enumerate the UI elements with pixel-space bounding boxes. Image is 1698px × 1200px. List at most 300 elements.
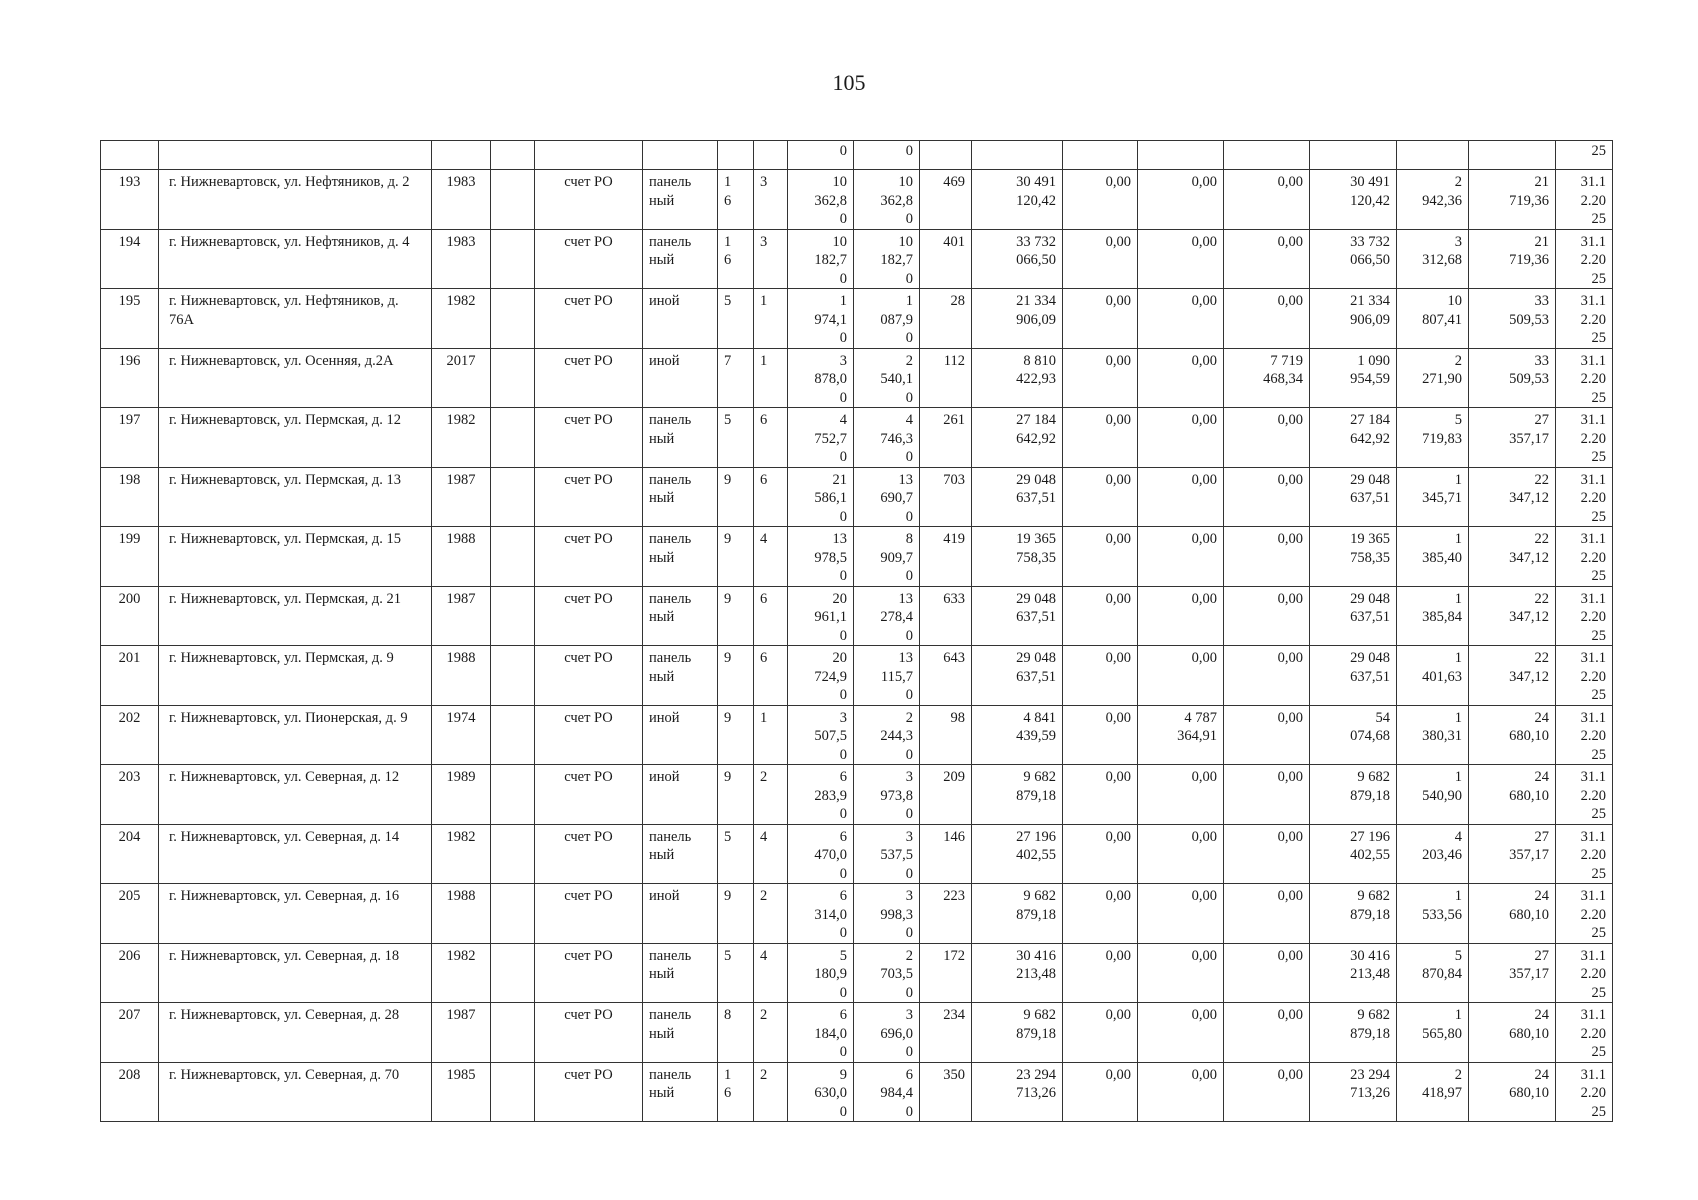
entrances-cell: 4 [754, 943, 788, 1003]
year-built-cell: 1988 [432, 884, 491, 944]
table-row [101, 527, 1613, 587]
fund-account-cell: счет РО [535, 943, 643, 1003]
row-number-cell: 194 [101, 229, 159, 289]
living-area-cell: 2 540,1 0 [854, 348, 920, 408]
unit-cost-cell: 1 345,71 [1397, 467, 1469, 527]
year-built-cell: 1983 [432, 170, 491, 230]
funds-federal-cell: 0,00 [1063, 1003, 1138, 1063]
continued-row [101, 141, 1613, 170]
address-cell: г. Нижневартовск, ул. Северная, д. 18 [159, 943, 432, 1003]
entrances-cell: 6 [754, 586, 788, 646]
living-area-cell: 6 984,4 0 [854, 1062, 920, 1122]
funds-local-cell: 0,00 [1224, 765, 1310, 825]
address-cell: г. Нижневартовск, ул. Северная, д. 28 [159, 1003, 432, 1063]
entrances-cell: 2 [754, 765, 788, 825]
funds-local-cell: 0,00 [1224, 289, 1310, 349]
empty-cell [491, 765, 535, 825]
entrances-cell: 6 [754, 467, 788, 527]
funds-regional-cell: 0,00 [1138, 646, 1224, 706]
funds-regional-cell: 0,00 [1138, 289, 1224, 349]
cost-total-cell: 27 184 642,92 [972, 408, 1063, 468]
unit-cost-cell: 1 533,56 [1397, 884, 1469, 944]
funds-federal-cell: 0,00 [1063, 943, 1138, 1003]
address-cell: г. Нижневартовск, ул. Северная, д. 12 [159, 765, 432, 825]
residents-cell: 98 [920, 705, 972, 765]
empty-cell [491, 229, 535, 289]
table-row [101, 467, 1613, 527]
storeys-cell: 9 [718, 467, 754, 527]
funds-local-cell: 0,00 [1224, 646, 1310, 706]
total-area-cell: 10 362,8 0 [788, 170, 854, 230]
funds-owners-cell: 9 682 879,18 [1310, 1003, 1397, 1063]
unit-cost-cell: 1 540,90 [1397, 765, 1469, 825]
funds-regional-cell: 0,00 [1138, 824, 1224, 884]
living-area-cell: 10 182,7 0 [854, 229, 920, 289]
address-cell: г. Нижневартовск, ул. Нефтяников, д. 4 [159, 229, 432, 289]
cost-total-cell: 9 682 879,18 [972, 884, 1063, 944]
funds-regional-cell: 0,00 [1138, 1062, 1224, 1122]
cost-total-cell: 9 682 879,18 [972, 1003, 1063, 1063]
entrances-cell: 1 [754, 705, 788, 765]
total-area-cell: 20 961,1 0 [788, 586, 854, 646]
unit-cost-cell: 1 385,40 [1397, 527, 1469, 587]
completion-date-cell: 31.1 2.20 25 [1556, 1062, 1613, 1122]
funds-federal-cell: 0,00 [1063, 586, 1138, 646]
fund-account-cell: счет РО [535, 1003, 643, 1063]
address-cell: г. Нижневартовск, ул. Нефтяников, д. 2 [159, 170, 432, 230]
year-built-cell: 1987 [432, 586, 491, 646]
entrances-cell: 3 [754, 170, 788, 230]
residents-cell: 261 [920, 408, 972, 468]
wall-material-cell: панель ный [643, 467, 718, 527]
storeys-cell: 1 6 [718, 170, 754, 230]
residents-cell: 401 [920, 229, 972, 289]
table-row [101, 586, 1613, 646]
residents-cell: 209 [920, 765, 972, 825]
funds-federal-cell: 0,00 [1063, 289, 1138, 349]
funds-owners-cell: 23 294 713,26 [1310, 1062, 1397, 1122]
table-row [101, 1003, 1613, 1063]
wall-material-cell: панель ный [643, 527, 718, 587]
funds-federal-cell: 0,00 [1063, 229, 1138, 289]
cost-total-cell: 29 048 637,51 [972, 646, 1063, 706]
row-number-cell: 193 [101, 170, 159, 230]
completion-date-cell: 31.1 2.20 25 [1556, 289, 1613, 349]
living-area-cell: 13 115,7 0 [854, 646, 920, 706]
funds-owners-cell: 29 048 637,51 [1310, 586, 1397, 646]
total-area-cell: 10 182,7 0 [788, 229, 854, 289]
unit-cost-cell: 4 203,46 [1397, 824, 1469, 884]
empty-cell [491, 586, 535, 646]
total-area-cell: 5 180,9 0 [788, 943, 854, 1003]
cell: 0 [788, 141, 854, 170]
cost-total-cell: 21 334 906,09 [972, 289, 1063, 349]
funds-local-cell: 7 719 468,34 [1224, 348, 1310, 408]
year-built-cell: 1974 [432, 705, 491, 765]
total-area-cell: 3 507,5 0 [788, 705, 854, 765]
fund-account-cell: счет РО [535, 229, 643, 289]
address-cell: г. Нижневартовск, ул. Осенняя, д.2А [159, 348, 432, 408]
unit-cost-cell: 3 312,68 [1397, 229, 1469, 289]
storeys-cell: 9 [718, 765, 754, 825]
row-number-cell: 202 [101, 705, 159, 765]
residents-cell: 112 [920, 348, 972, 408]
address-cell: г. Нижневартовск, ул. Нефтяников, д. 76А [159, 289, 432, 349]
housing-register-table [100, 140, 1613, 1122]
funds-regional-cell: 0,00 [1138, 348, 1224, 408]
cell: 25 [1556, 141, 1613, 170]
cost-total-cell: 8 810 422,93 [972, 348, 1063, 408]
wall-material-cell: иной [643, 765, 718, 825]
living-area-cell: 1 087,9 0 [854, 289, 920, 349]
total-area-cell: 3 878,0 0 [788, 348, 854, 408]
wall-material-cell: панель ный [643, 586, 718, 646]
funds-federal-cell: 0,00 [1063, 824, 1138, 884]
max-unit-cost-cell: 24 680,10 [1469, 705, 1556, 765]
completion-date-cell: 31.1 2.20 25 [1556, 943, 1613, 1003]
funds-federal-cell: 0,00 [1063, 170, 1138, 230]
page-number: 105 [832, 70, 866, 95]
entrances-cell: 2 [754, 884, 788, 944]
funds-regional-cell: 0,00 [1138, 467, 1224, 527]
storeys-cell: 7 [718, 348, 754, 408]
unit-cost-cell: 1 385,84 [1397, 586, 1469, 646]
funds-regional-cell: 0,00 [1138, 527, 1224, 587]
row-number-cell: 206 [101, 943, 159, 1003]
fund-account-cell: счет РО [535, 170, 643, 230]
living-area-cell: 3 537,5 0 [854, 824, 920, 884]
max-unit-cost-cell: 24 680,10 [1469, 765, 1556, 825]
funds-local-cell: 0,00 [1224, 1062, 1310, 1122]
entrances-cell: 2 [754, 1003, 788, 1063]
row-number-cell: 197 [101, 408, 159, 468]
address-cell: г. Нижневартовск, ул. Пермская, д. 12 [159, 408, 432, 468]
funds-federal-cell: 0,00 [1063, 1062, 1138, 1122]
funds-regional-cell: 0,00 [1138, 229, 1224, 289]
empty-cell [491, 467, 535, 527]
living-area-cell: 3 973,8 0 [854, 765, 920, 825]
empty-cell [491, 884, 535, 944]
funds-federal-cell: 0,00 [1063, 467, 1138, 527]
residents-cell: 703 [920, 467, 972, 527]
table-row [101, 170, 1613, 230]
funds-owners-cell: 54 074,68 [1310, 705, 1397, 765]
completion-date-cell: 31.1 2.20 25 [1556, 408, 1613, 468]
funds-federal-cell: 0,00 [1063, 765, 1138, 825]
wall-material-cell: панель ный [643, 646, 718, 706]
completion-date-cell: 31.1 2.20 25 [1556, 170, 1613, 230]
cost-total-cell: 9 682 879,18 [972, 765, 1063, 825]
year-built-cell: 1989 [432, 765, 491, 825]
completion-date-cell: 31.1 2.20 25 [1556, 229, 1613, 289]
funds-regional-cell: 0,00 [1138, 765, 1224, 825]
row-number-cell: 199 [101, 527, 159, 587]
empty-cell [491, 1062, 535, 1122]
residents-cell: 419 [920, 527, 972, 587]
address-cell: г. Нижневартовск, ул. Северная, д. 16 [159, 884, 432, 944]
address-cell: г. Нижневартовск, ул. Северная, д. 14 [159, 824, 432, 884]
funds-federal-cell: 0,00 [1063, 705, 1138, 765]
funds-local-cell: 0,00 [1224, 884, 1310, 944]
row-number-cell: 196 [101, 348, 159, 408]
funds-local-cell: 0,00 [1224, 943, 1310, 1003]
total-area-cell: 21 586,1 0 [788, 467, 854, 527]
entrances-cell: 4 [754, 527, 788, 587]
total-area-cell: 13 978,5 0 [788, 527, 854, 587]
max-unit-cost-cell: 24 680,10 [1469, 884, 1556, 944]
year-built-cell: 1982 [432, 408, 491, 468]
funds-local-cell: 0,00 [1224, 705, 1310, 765]
funds-owners-cell: 29 048 637,51 [1310, 646, 1397, 706]
unit-cost-cell: 5 719,83 [1397, 408, 1469, 468]
fund-account-cell: счет РО [535, 408, 643, 468]
funds-owners-cell: 9 682 879,18 [1310, 765, 1397, 825]
wall-material-cell: панель ный [643, 824, 718, 884]
residents-cell: 146 [920, 824, 972, 884]
completion-date-cell: 31.1 2.20 25 [1556, 348, 1613, 408]
fund-account-cell: счет РО [535, 289, 643, 349]
funds-local-cell: 0,00 [1224, 170, 1310, 230]
row-number-cell: 203 [101, 765, 159, 825]
storeys-cell: 5 [718, 824, 754, 884]
year-built-cell: 1985 [432, 1062, 491, 1122]
entrances-cell: 3 [754, 229, 788, 289]
empty-cell [491, 646, 535, 706]
storeys-cell: 9 [718, 586, 754, 646]
residents-cell: 172 [920, 943, 972, 1003]
unit-cost-cell: 2 942,36 [1397, 170, 1469, 230]
row-number-cell: 200 [101, 586, 159, 646]
residents-cell: 469 [920, 170, 972, 230]
completion-date-cell: 31.1 2.20 25 [1556, 705, 1613, 765]
residents-cell: 28 [920, 289, 972, 349]
storeys-cell: 9 [718, 884, 754, 944]
max-unit-cost-cell: 21 719,36 [1469, 170, 1556, 230]
year-built-cell: 1982 [432, 289, 491, 349]
entrances-cell: 2 [754, 1062, 788, 1122]
living-area-cell: 3 998,3 0 [854, 884, 920, 944]
wall-material-cell: иной [643, 705, 718, 765]
cost-total-cell: 30 491 120,42 [972, 170, 1063, 230]
funds-owners-cell: 27 184 642,92 [1310, 408, 1397, 468]
address-cell: г. Нижневартовск, ул. Пермская, д. 9 [159, 646, 432, 706]
living-area-cell: 13 278,4 0 [854, 586, 920, 646]
cost-total-cell: 30 416 213,48 [972, 943, 1063, 1003]
cost-total-cell: 29 048 637,51 [972, 586, 1063, 646]
max-unit-cost-cell: 24 680,10 [1469, 1062, 1556, 1122]
wall-material-cell: панель ный [643, 1003, 718, 1063]
wall-material-cell: иной [643, 348, 718, 408]
unit-cost-cell: 2 418,97 [1397, 1062, 1469, 1122]
wall-material-cell: панель ный [643, 229, 718, 289]
cost-total-cell: 23 294 713,26 [972, 1062, 1063, 1122]
max-unit-cost-cell: 22 347,12 [1469, 586, 1556, 646]
max-unit-cost-cell: 27 357,17 [1469, 943, 1556, 1003]
total-area-cell: 9 630,0 0 [788, 1062, 854, 1122]
row-number-cell: 204 [101, 824, 159, 884]
living-area-cell: 3 696,0 0 [854, 1003, 920, 1063]
max-unit-cost-cell: 24 680,10 [1469, 1003, 1556, 1063]
living-area-cell: 2 244,3 0 [854, 705, 920, 765]
empty-cell [491, 527, 535, 587]
residents-cell: 223 [920, 884, 972, 944]
fund-account-cell: счет РО [535, 884, 643, 944]
funds-local-cell: 0,00 [1224, 586, 1310, 646]
fund-account-cell: счет РО [535, 348, 643, 408]
funds-owners-cell: 21 334 906,09 [1310, 289, 1397, 349]
funds-owners-cell: 29 048 637,51 [1310, 467, 1397, 527]
cost-total-cell: 29 048 637,51 [972, 467, 1063, 527]
row-number-cell: 198 [101, 467, 159, 527]
entrances-cell: 6 [754, 646, 788, 706]
completion-date-cell: 31.1 2.20 25 [1556, 467, 1613, 527]
storeys-cell: 1 6 [718, 229, 754, 289]
residents-cell: 234 [920, 1003, 972, 1063]
funds-regional-cell: 0,00 [1138, 408, 1224, 468]
empty-cell [491, 943, 535, 1003]
funds-local-cell: 0,00 [1224, 408, 1310, 468]
living-area-cell: 4 746,3 0 [854, 408, 920, 468]
wall-material-cell: иной [643, 884, 718, 944]
funds-local-cell: 0,00 [1224, 527, 1310, 587]
row-number-cell: 207 [101, 1003, 159, 1063]
living-area-cell: 13 690,7 0 [854, 467, 920, 527]
funds-owners-cell: 30 491 120,42 [1310, 170, 1397, 230]
funds-regional-cell: 4 787 364,91 [1138, 705, 1224, 765]
address-cell: г. Нижневартовск, ул. Пермская, д. 13 [159, 467, 432, 527]
funds-local-cell: 0,00 [1224, 467, 1310, 527]
funds-federal-cell: 0,00 [1063, 884, 1138, 944]
address-cell: г. Нижневартовск, ул. Пионерская, д. 9 [159, 705, 432, 765]
funds-federal-cell: 0,00 [1063, 646, 1138, 706]
completion-date-cell: 31.1 2.20 25 [1556, 824, 1613, 884]
max-unit-cost-cell: 21 719,36 [1469, 229, 1556, 289]
funds-owners-cell: 1 090 954,59 [1310, 348, 1397, 408]
address-cell: г. Нижневартовск, ул. Пермская, д. 15 [159, 527, 432, 587]
funds-federal-cell: 0,00 [1063, 348, 1138, 408]
cost-total-cell: 33 732 066,50 [972, 229, 1063, 289]
wall-material-cell: панель ный [643, 170, 718, 230]
empty-cell [491, 705, 535, 765]
table-row [101, 348, 1613, 408]
funds-federal-cell: 0,00 [1063, 408, 1138, 468]
empty-cell [491, 408, 535, 468]
max-unit-cost-cell: 22 347,12 [1469, 646, 1556, 706]
max-unit-cost-cell: 27 357,17 [1469, 408, 1556, 468]
funds-owners-cell: 33 732 066,50 [1310, 229, 1397, 289]
address-cell: г. Нижневартовск, ул. Северная, д. 70 [159, 1062, 432, 1122]
completion-date-cell: 31.1 2.20 25 [1556, 527, 1613, 587]
empty-cell [491, 170, 535, 230]
wall-material-cell: иной [643, 289, 718, 349]
fund-account-cell: счет РО [535, 646, 643, 706]
unit-cost-cell: 2 271,90 [1397, 348, 1469, 408]
total-area-cell: 4 752,7 0 [788, 408, 854, 468]
fund-account-cell: счет РО [535, 765, 643, 825]
storeys-cell: 5 [718, 289, 754, 349]
funds-owners-cell: 30 416 213,48 [1310, 943, 1397, 1003]
storeys-cell: 5 [718, 943, 754, 1003]
total-area-cell: 20 724,9 0 [788, 646, 854, 706]
fund-account-cell: счет РО [535, 1062, 643, 1122]
wall-material-cell: панель ный [643, 408, 718, 468]
entrances-cell: 1 [754, 348, 788, 408]
empty-cell [491, 824, 535, 884]
row-number-cell: 205 [101, 884, 159, 944]
storeys-cell: 5 [718, 408, 754, 468]
funds-regional-cell: 0,00 [1138, 884, 1224, 944]
year-built-cell: 1988 [432, 527, 491, 587]
max-unit-cost-cell: 27 357,17 [1469, 824, 1556, 884]
unit-cost-cell: 10 807,41 [1397, 289, 1469, 349]
funds-owners-cell: 9 682 879,18 [1310, 884, 1397, 944]
total-area-cell: 6 283,9 0 [788, 765, 854, 825]
funds-federal-cell: 0,00 [1063, 527, 1138, 587]
living-area-cell: 8 909,7 0 [854, 527, 920, 587]
residents-cell: 350 [920, 1062, 972, 1122]
max-unit-cost-cell: 22 347,12 [1469, 467, 1556, 527]
year-built-cell: 1988 [432, 646, 491, 706]
entrances-cell: 4 [754, 824, 788, 884]
storeys-cell: 9 [718, 527, 754, 587]
year-built-cell: 1983 [432, 229, 491, 289]
funds-regional-cell: 0,00 [1138, 170, 1224, 230]
funds-local-cell: 0,00 [1224, 1003, 1310, 1063]
storeys-cell: 9 [718, 705, 754, 765]
residents-cell: 633 [920, 586, 972, 646]
cell: 0 [854, 141, 920, 170]
table-row [101, 289, 1613, 349]
empty-cell [491, 289, 535, 349]
total-area-cell: 1 974,1 0 [788, 289, 854, 349]
table-row [101, 765, 1613, 825]
fund-account-cell: счет РО [535, 527, 643, 587]
storeys-cell: 9 [718, 646, 754, 706]
funds-regional-cell: 0,00 [1138, 1003, 1224, 1063]
year-built-cell: 1987 [432, 1003, 491, 1063]
wall-material-cell: панель ный [643, 943, 718, 1003]
year-built-cell: 1982 [432, 943, 491, 1003]
funds-local-cell: 0,00 [1224, 229, 1310, 289]
fund-account-cell: счет РО [535, 467, 643, 527]
completion-date-cell: 31.1 2.20 25 [1556, 765, 1613, 825]
empty-cell [491, 348, 535, 408]
max-unit-cost-cell: 33 509,53 [1469, 348, 1556, 408]
fund-account-cell: счет РО [535, 824, 643, 884]
table-row [101, 824, 1613, 884]
table-row [101, 408, 1613, 468]
table-row [101, 1062, 1613, 1122]
table-row [101, 943, 1613, 1003]
storeys-cell: 8 [718, 1003, 754, 1063]
fund-account-cell: счет РО [535, 586, 643, 646]
completion-date-cell: 31.1 2.20 25 [1556, 1003, 1613, 1063]
funds-owners-cell: 19 365 758,35 [1310, 527, 1397, 587]
fund-account-cell: счет РО [535, 705, 643, 765]
year-built-cell: 1987 [432, 467, 491, 527]
total-area-cell: 6 184,0 0 [788, 1003, 854, 1063]
completion-date-cell: 31.1 2.20 25 [1556, 646, 1613, 706]
funds-owners-cell: 27 196 402,55 [1310, 824, 1397, 884]
unit-cost-cell: 1 401,63 [1397, 646, 1469, 706]
unit-cost-cell: 5 870,84 [1397, 943, 1469, 1003]
year-built-cell: 2017 [432, 348, 491, 408]
wall-material-cell: панель ный [643, 1062, 718, 1122]
max-unit-cost-cell: 33 509,53 [1469, 289, 1556, 349]
row-number-cell: 208 [101, 1062, 159, 1122]
row-number-cell: 201 [101, 646, 159, 706]
total-area-cell: 6 470,0 0 [788, 824, 854, 884]
